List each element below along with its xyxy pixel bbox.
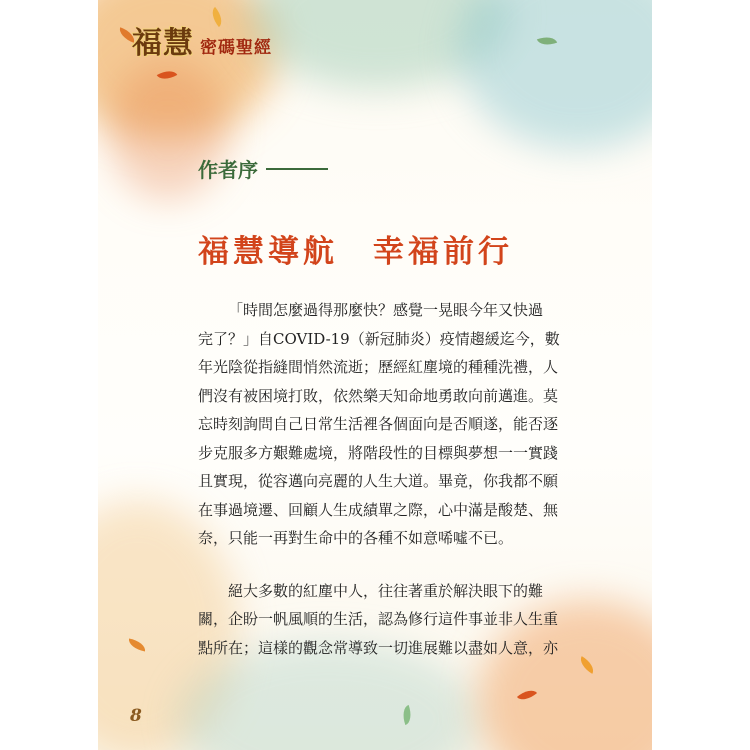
text-line: 步克服多方艱難處境，將階段性的目標與夢想一一實踐 bbox=[198, 443, 559, 462]
text-line: 且實現，從容邁向亮麗的人生大道。畢竟，你我都不願 bbox=[198, 472, 559, 490]
watercolor-wash bbox=[458, 0, 652, 150]
section-heading bbox=[198, 154, 328, 183]
text-line: 在事過境遷、回顧人生成績單之際，心中滿是酸楚、無 bbox=[198, 500, 559, 519]
section-label-text: 作者序 bbox=[198, 158, 258, 182]
text-line: 們沒有被困境打敗，依然樂天知命地勇敢向前邁進。莫 bbox=[198, 386, 559, 405]
book-logo bbox=[132, 22, 272, 62]
text-line: 奈，只能一再對生命中的各種不如意唏噓不已。 bbox=[198, 529, 514, 547]
logo-sub-text: 密碼聖經 bbox=[200, 38, 272, 58]
text-line: 「時間怎麼過得那麼快？感覺一晃眼今年又快過 bbox=[228, 301, 544, 319]
logo-main-text: 福慧 bbox=[132, 26, 194, 61]
page-title: 福慧導航 幸福前行 bbox=[198, 234, 513, 270]
page-number: 8 bbox=[130, 706, 142, 726]
text-line: 年光陰從指縫間悄然流逝；歷經紅塵境的種種洗禮，人 bbox=[198, 358, 559, 376]
text-line: 完了？」自COVID-19（新冠肺炎）疫情趨緩迄今，數 bbox=[198, 329, 560, 348]
body-text bbox=[198, 296, 560, 662]
text-line: 關，企盼一帆風順的生活，認為修行這件事並非人生重 bbox=[198, 610, 559, 628]
paragraph bbox=[198, 296, 560, 553]
paragraph bbox=[198, 577, 559, 663]
text-line: 點所在；這樣的觀念常導致一切進展難以盡如人意，亦 bbox=[198, 638, 559, 657]
text-line: 絕大多數的紅塵中人，往往著重於解決眼下的難 bbox=[228, 581, 544, 600]
section-rule bbox=[266, 168, 328, 170]
paragraph-gap bbox=[198, 553, 554, 577]
text-line: 忘時刻詢問自己日常生活裡各個面向是否順遂，能否逐 bbox=[198, 415, 559, 433]
